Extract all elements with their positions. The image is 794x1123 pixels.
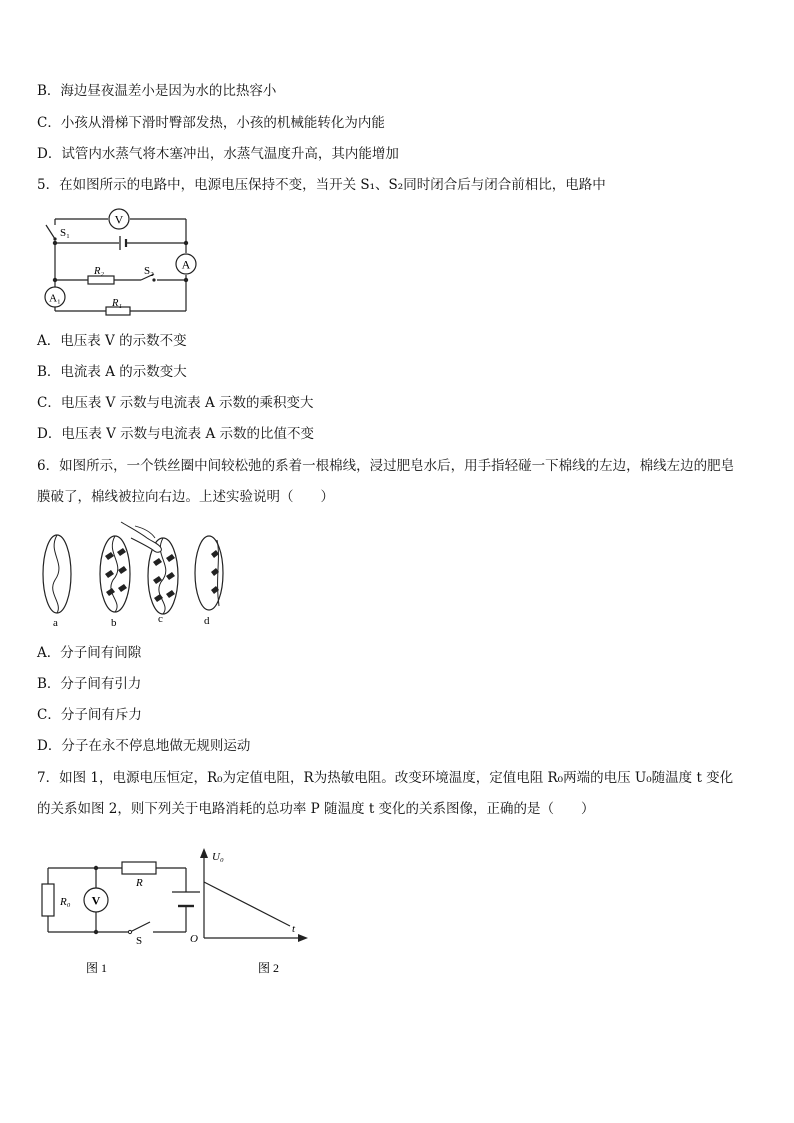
q5-option-b: B．电流表 A 的示数变大 [37, 364, 187, 380]
resistor-r2-label: R₂ [94, 266, 105, 277]
q4-option-d: D．试管内水蒸气将木塞冲出，水蒸气温度升高，其内能增加 [37, 146, 399, 162]
q6-option-d: D．分子在永不停息地做无规则运动 [37, 738, 251, 754]
wire-loop-b [100, 536, 130, 612]
svg-text:A₁: A₁ [49, 292, 61, 305]
x-axis-label: t [292, 923, 296, 935]
svg-text:A: A [181, 257, 191, 272]
voltmeter-icon [109, 209, 129, 229]
q6-option-c: C．分子间有斥力 [37, 707, 142, 723]
figure-label-b: b [111, 617, 117, 629]
q5-circuit-diagram [36, 205, 206, 317]
switch-s2-label: S₂ [144, 265, 154, 277]
q6-stem-line2: 膜破了，棉线被拉向右边。上述实验说明（ ） [37, 489, 334, 505]
arrow-up-icon [200, 848, 208, 858]
figure-label-d: d [204, 615, 210, 627]
q5-stem: 5．在如图所示的电路中，电源电压保持不变，当开关 S₁、S₂同时闭合后与闭合前相比，电路中 [37, 177, 606, 193]
q6-soap-film-figure [35, 518, 235, 630]
q7-figure1-circuit [40, 848, 200, 976]
u0-vs-t-line [204, 882, 290, 926]
origin-label: O [190, 933, 198, 945]
y-axis-label: U₀ [212, 851, 224, 863]
svg-text:V: V [91, 893, 101, 908]
figure-label-a: a [53, 617, 58, 629]
wire-loop-d [195, 536, 223, 610]
svg-text:V: V [114, 212, 124, 227]
q6-option-b: B．分子间有引力 [37, 676, 142, 692]
q7-stem-line2: 的关系如图 2，则下列关于电路消耗的总功率 P 随温度 t 变化的关系图像，正确的是（ ） [37, 801, 595, 817]
q7-stem-line1: 7．如图 1，电源电压恒定，R₀为定值电阻，R为热敏电阻。改变环境温度，定值电阻 R₀两端的电压 U₀随温度 t 变化 [37, 770, 734, 786]
q7-figure2-graph [186, 846, 314, 976]
q4-option-b: B．海边昼夜温差小是因为水的比热容小 [37, 83, 277, 99]
figure-label-c: c [158, 613, 163, 625]
resistor-r0-label: R₀ [60, 896, 71, 908]
finger-icon [121, 522, 161, 552]
voltmeter-icon [84, 888, 108, 912]
switch-s1-label: S₁ [60, 227, 70, 239]
resistor-r-label: R [136, 877, 143, 889]
q5-option-c: C．电压表 V 示数与电流表 A 示数的乘积变大 [37, 395, 314, 411]
figure2-caption: 图 2 [258, 961, 280, 975]
q6-stem-line1: 6．如图所示，一个铁丝圈中间较松弛的系着一根棉线，浸过肥皂水后，用手指轻碰一下棉线的左边，棉线左边的肥皂 [37, 458, 735, 474]
switch-s-label: S [136, 935, 143, 947]
arrow-right-icon [298, 934, 308, 942]
ammeter-icon [176, 254, 196, 274]
q5-option-a: A．电压表 V 的示数不变 [37, 333, 187, 349]
figure1-caption: 图 1 [86, 961, 108, 975]
q6-option-a: A．分子间有间隙 [37, 645, 142, 661]
q5-option-d: D．电压表 V 示数与电流表 A 示数的比值不变 [37, 426, 314, 442]
q4-option-c: C．小孩从滑梯下滑时臀部发热，小孩的机械能转化为内能 [37, 115, 385, 131]
wire-loop-a [43, 535, 71, 613]
resistor-r1-label: R₁ [112, 298, 123, 309]
ammeter-a1-icon [45, 287, 65, 307]
